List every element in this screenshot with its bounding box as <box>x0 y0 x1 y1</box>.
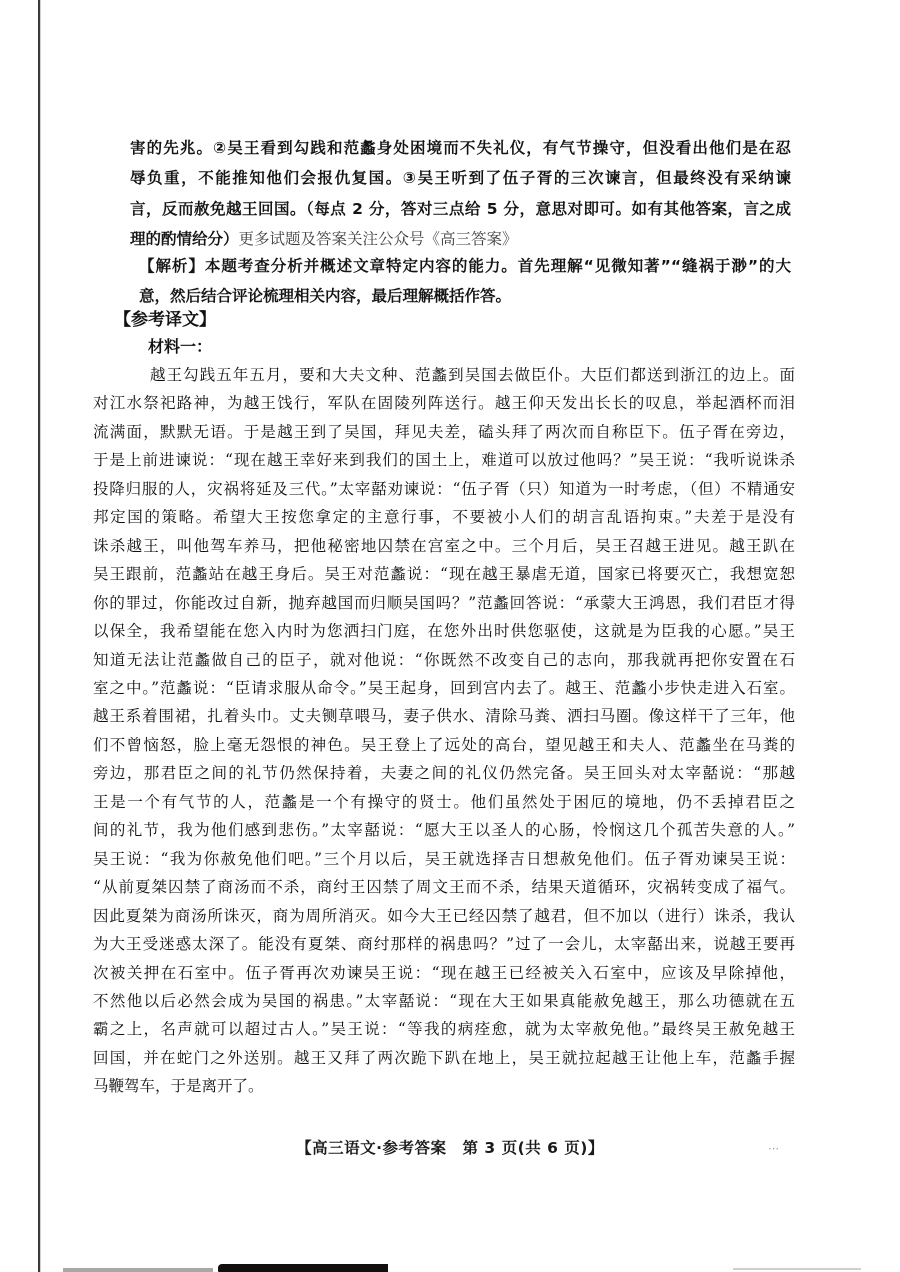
scoring-note: 理的酌情给分） <box>130 230 239 249</box>
answer-continuation-paragraph <box>130 133 791 255</box>
text-line: 因此夏桀为商汤所诛灭，商为周所消灭。如今大王已经囚禁了越君，但不加以（进行）诛杀，我认 <box>93 906 795 925</box>
scan-artifact-grey-bar <box>63 1268 213 1272</box>
scan-artifact-black-bar <box>218 1264 388 1272</box>
text-line: 流满面，默默无语。于是越王到了吴国，拜见夫差，磕头拜了两次而自称臣下。伍子胥在旁边， <box>93 422 795 441</box>
text-line: 吴王跟前，范蠡站在越王身后。吴王对范蠡说：“现在越王暴虐无道，国家已将要灭亡，我想宽恕 <box>93 565 795 584</box>
text-line: 言，反而赦免越王回国。（每点 2 分，答对三点给 5 分，意思对即可。如有其他答案，言之成 <box>130 199 791 218</box>
text-line: 于是上前进谏说：“现在越王幸好来到我们的国土上，难道可以放过他吗？”吴王说：“我听说诛杀 <box>93 451 795 470</box>
scan-spine-line <box>38 0 40 1272</box>
reference-translation-heading: 【参考译文】 <box>114 310 216 330</box>
text-line: 次被关押在石室中。伍子胥再次劝谏吴王说：“现在越王已经被关入石室中，应该及早除掉他， <box>93 963 795 982</box>
page-footer: 【高三语文·参考答案 第 3 页(共 6 页)】 <box>296 1139 604 1157</box>
translation-paragraph <box>93 361 795 1101</box>
text-line: 诛杀越王，叫他驾车养马，把他秘密地囚禁在宫室之中。三个月后，吴王召越王进见。越王趴在 <box>93 536 795 555</box>
text-line: 为大王受迷惑太深了。能没有夏桀、商纣那样的祸患吗？”过了一会儿，太宰嚭出来，说越王要再 <box>93 935 795 954</box>
text-line: 们不曾恼怒，脸上毫无怨恨的神色。吴王登上了远处的高台，望见越王和夫人、范蠡坐在马粪的 <box>93 735 795 754</box>
text-line: 越王系着围裙，扎着头巾。丈夫铡草喂马，妻子供水、清除马粪、洒扫马圈。像这样干了三年，他 <box>93 707 795 726</box>
analysis-paragraph <box>139 251 791 311</box>
text-line: 吴王说：“我为你赦免他们吧。”三个月以后，吴王就选择吉日想赦免他们。伍子胥劝谏吴王说： <box>93 849 795 868</box>
text-line: 回国，并在蛇门之外送别。越王又拜了两次跪下趴在地上，吴王就拉起越王让他上车，范蠡手握 <box>93 1048 795 1067</box>
text-line: 【解析】本题考查分析并概述文章特定内容的能力。首先理解“见微知著”“缝祸于渺”的大 <box>139 257 791 275</box>
material-one-label: 材料一： <box>148 337 213 356</box>
text-line: 不然他以后必然会成为吴国的祸患。”太宰嚭说：“现在大王如果真能赦免越王，那么功德就在五 <box>93 991 795 1010</box>
text-line: 投降归服的人，灾祸将延及三代。”太宰嚭劝谏说：“伍子胥（只）知道为一时考虑，（但）不精通安 <box>93 479 795 498</box>
text-line: 知道无法让范蠡做自己的臣子，就对他说：“你既然不改变自己的志向，那我就再把你安置在石 <box>93 650 795 669</box>
text-line: “从前夏桀囚禁了商汤而不杀，商纣王囚禁了周文王而不杀，结果天道循环，灾祸转变成了福气。 <box>93 878 795 897</box>
text-line: 王是一个有气节的人，范蠡是一个有操守的贤士。他们虽然处于困厄的境地，仍不丢掉君臣之 <box>93 792 795 811</box>
text-line: 越王勾践五年五月，要和大夫文种、范蠡到吴国去做臣仆。大臣们都送到浙江的边上。面 <box>150 366 795 384</box>
text-line: 霸之上，名声就可以超过古人。”吴王说：“等我的病痊愈，就为太宰赦免他。”最终吴王赦免越王 <box>93 1020 795 1039</box>
text-line: 邦定国的策略。希望大王按您拿定的主意行事，不要被小人们的胡言乱语拘束。”夫差于是没有 <box>93 508 795 527</box>
text-line: 辱负重，不能推知他们会报仇复国。③吴王听到了伍子胥的三次谏言，但最终没有采纳谏 <box>130 169 791 188</box>
public-account-note: 更多试题及答案关注公众号《高三答案》 <box>238 230 518 249</box>
scan-dots-mark: ⋯ <box>768 1142 781 1155</box>
text-line: 意，然后结合评论梳理相关内容，最后理解概括作答。 <box>139 287 512 305</box>
text-line: 以保全，我希望能在您入内时为您洒扫门庭，在您外出时供您驱使，这就是为臣我的心愿。”吴王 <box>93 622 795 641</box>
text-line: 室之中。”范蠡说：“臣请求服从命令。”吴王起身，回到宫内去了。越王、范蠡小步快走进入石室。 <box>93 678 795 697</box>
text-line: 间的礼节，我为他们感到悲伤。”太宰嚭说：“愿大王以圣人的心肠，怜悯这几个孤苦失意的人。” <box>93 821 795 840</box>
scan-artifact-faint-line <box>733 1268 861 1270</box>
text-line: 马鞭驾车，于是离开了。 <box>93 1077 264 1096</box>
text-line: 旁边，那君臣之间的礼节仍然保持着，夫妻之间的礼仪仍然完备。吴王回头对太宰嚭说：“那越 <box>93 764 795 783</box>
text-line: 对江水祭祀路神，为越王饯行，军队在固陵列阵送行。越王仰天发出长长的叹息，举起酒杯而泪 <box>93 394 795 413</box>
text-line: 你的罪过，你能改过自新，抛弃越国而归顺吴国吗？”范蠡回答说：“承蒙大王鸿恩，我们君臣才得 <box>93 593 795 612</box>
text-line: 害的先兆。②吴王看到勾践和范蠡身处困境而不失礼仪，有气节操守，但没看出他们是在忍 <box>130 139 791 157</box>
